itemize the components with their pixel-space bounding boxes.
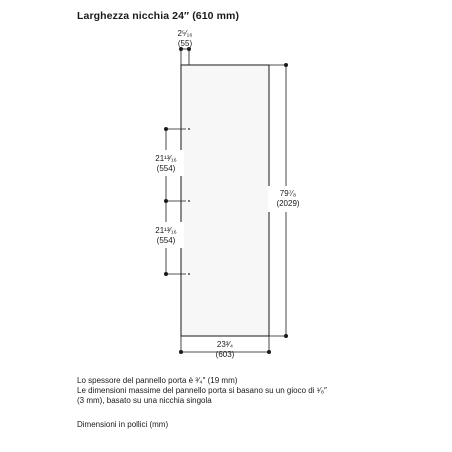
label-segment-upper — [146, 154, 186, 174]
label-width-mm: (603) — [215, 350, 235, 359]
dimension-dot — [284, 334, 288, 338]
label-height-inch: 79⁷⁄₈ — [279, 189, 297, 198]
note-units: Dimensioni in pollici (mm) — [77, 420, 169, 429]
label-top-gap — [165, 29, 205, 49]
label-segment-lower — [146, 226, 186, 246]
label-width-inch: 23³⁄₄ — [216, 340, 234, 349]
label-segment-upper-inch: 21¹³⁄₁₆ — [155, 154, 177, 163]
hinge-mark-top — [188, 128, 190, 130]
dimension-dot — [164, 199, 168, 203]
note-max-dimensions: Le dimensioni massime del pannello porta si basano su un gioco di ¹⁄₈″ — [77, 386, 327, 395]
diagram-title: Larghezza nicchia 24″ (610 mm) — [77, 10, 240, 22]
dimension-dot — [164, 127, 168, 131]
label-segment-upper-mm: (554) — [156, 164, 176, 173]
dimension-dot — [284, 63, 288, 67]
label-top-gap-mm: (55) — [177, 39, 193, 48]
label-width — [205, 340, 245, 360]
dimension-dot — [179, 350, 183, 354]
dimension-top-gap — [181, 49, 189, 65]
dimension-dot — [164, 272, 168, 276]
note-panel-thickness: Lo spessore del pannello porta è ³⁄₄″ (19 mm) — [77, 376, 238, 385]
label-segment-lower-mm: (554) — [156, 236, 176, 245]
label-height — [266, 189, 310, 209]
door-panel — [181, 65, 269, 336]
label-segment-lower-inch: 21¹³⁄₁₆ — [155, 226, 177, 235]
label-height-mm: (2029) — [276, 199, 300, 208]
note-single-niche: (3 mm), basato su una nicchia singola — [77, 396, 212, 405]
hinge-mark-middle — [188, 200, 190, 202]
label-top-gap-inch: 2⁵⁄₁₆ — [177, 29, 193, 38]
dimension-dot — [267, 350, 271, 354]
hinge-mark-bottom — [188, 273, 190, 275]
